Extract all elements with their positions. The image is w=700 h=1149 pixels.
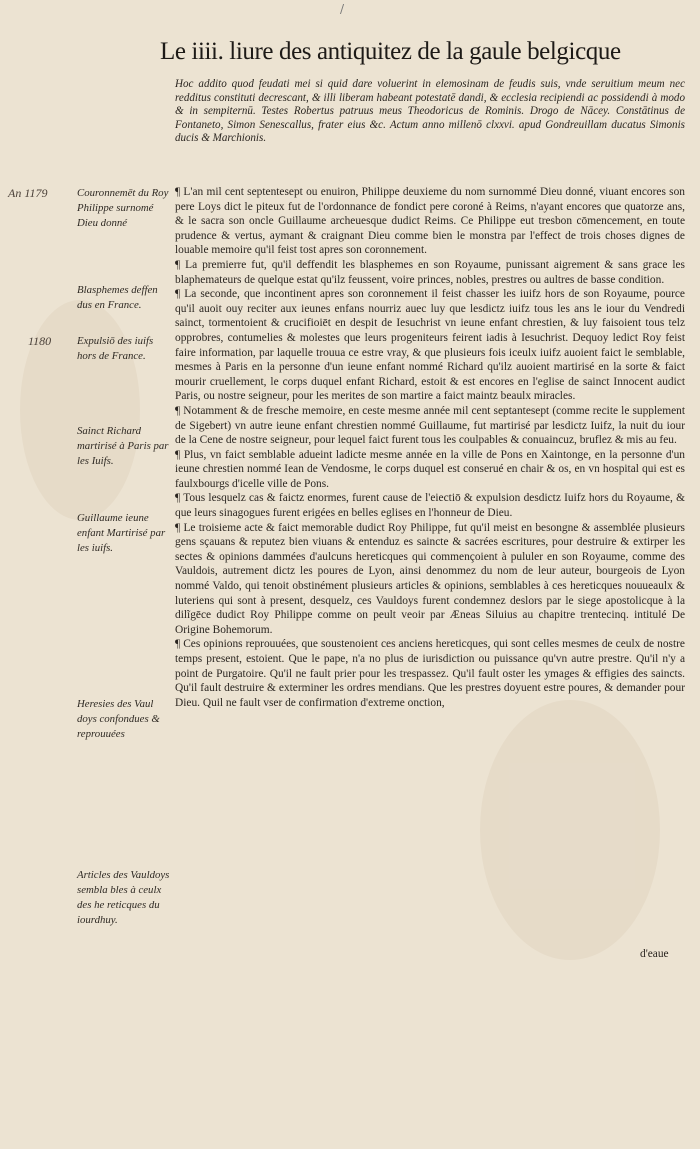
margin-note-heresies: Heresies des Vaul doys confondues & reprouuées: [77, 698, 160, 740]
paragraph-vaudois: ¶ Le troisieme acte & faict memorable dudict Roy Philippe, fut qu'il meist en besongne & assemblée plusieurs gens sçauans & reputez bien viuans & entenduz es saincte & sacrées escritures, pour destruire & extirper les sectes & opinions dammées d'aulcuns hereticques qui commençoient à pululer en son Royaume, comme des Vauldois, autrement dictz les poures de Lyon, ainsi denommez du nom de leur auteur, bourgeois de Lyon nommé Valdo, qui tenoit obstinément plusieurs articles & opinions, semblables à ces hereticques nouueaulx & luteriens qui sont à present, desquelz, ces Vauldoys furent condemnez deslors par le siege apostolicque à la dilĩgēce dudict Roy Philippe comme on peult veoir par Æneas Siluius au chapitre trentecinq. intitulé De Origine Bohemorum.: [175, 521, 685, 636]
latin-charter-text: Hoc addito quod feudati mei si quid dare voluerint in elemosinam de feudis suis, vnde seruitium meum nec redditus constituti decrescant, & illi liberam habeant potestatē dandi, & ecclesia recipiendi ac possidendi à modo & in sempiternū. Testes Robertus patruus meus Theodoricus de Rominis. Drogo de Nācey. Constātinus de Fontaneto, Simon Senescallus, frater eius &c. Actum anno millenō clxxvi. apud Gondreuillam ducatus Simonis ducis & Marchionis.: [175, 78, 685, 145]
catchword: d'eaue: [640, 948, 669, 960]
paragraph-guillaume: ¶ Notamment & de fresche memoire, en ceste mesme année mil cent septantesept (comme recite le supplement de Sigebert) vn autre ieune enfant chrestien nommé Guillaume, fut martirisé par lesdictz Iuifz, la nuit du iour de la Cene de nostre seigneur, pour lequel faict furent tous les coulpables & conuaincuz, bruflez & mis au feu.: [175, 404, 685, 447]
main-text-column: [175, 185, 685, 710]
margin-year-1179: An 1179: [8, 186, 48, 200]
margin-note-expulsion: Expulsiō des iuifs hors de France.: [77, 335, 154, 362]
paragraph-opinions: ¶ Ces opinions reprouuées, que soustenoient ces anciens hereticques, qui sont celles mesmes de ceulx de nostre temps present, estoient. Que le pape, n'a no plus de iurisdiction ou puissance qu'vn autre prestre. Qu'il n'y a point de Purgatoire. Qu'il ne fault prier pour les trespassez. Qu'il fault oster les ymages & effigies des saincts. Qu'il fault destruire & exterminer les ordres mendians. Que les prestres doyuent estre poures, & demander pour Dieu. Quil ne fault vser de confirmation d'extreme onction,: [175, 638, 685, 709]
folio-mark: /: [340, 2, 345, 16]
running-header: Le iiii. liure des antiquitez de la gaule belgicque: [160, 38, 621, 65]
margin-year-1180: 1180: [28, 334, 52, 348]
paper-stain: [480, 700, 660, 960]
paragraph-expulsion: ¶ La seconde, que incontinent apres son coronnement il feist chasser les iuifz hors de son Royaume, pource qu'il auoit ouy reciter aux ieunes enfans nourriz auec luy que lesdictz iuifz tous les ans le iour du Vendredi sainct, tormentoient & crucifioiēt en despit de Iesuchrist vn ieune enfant chrestien, & luy faisoient tous telz opprobres, contumelies & molestes que leurs progeniteurs feirent iadis à Iesuchrist. Dequoy ledict Roy feist faire information, par laquelle trouua ce estre vray, & que plusieurs fois iceulx iuifz auoient faict le semblable, mesmes à Paris en la personne d'un ieune enfant nommé Richard qu'ilz auoient martirisé en la sorte & faict mourir cruellement, le corps duquel enfant Richard, estoit & est encores en l'eglise de sainct Innocent audict Paris, ou nostre seigneur, pour les merites de son martire a faict maintz beaulx miracles.: [175, 288, 685, 403]
paragraph-coronation: ¶ L'an mil cent septentesept ou enuiron, Philippe deuxieme du nom surnommé Dieu donné, viuant encores son pere Loys dict le piteux fut de l'ordonnance de fondict pere coroné à Reims, n'ayant encores que quatorze ans, & le sacra son oncle Guillaume archeuesque dudict Reims. Ce Philippe eut tresbon cōmencement, en toute prudence & vertus, aymant & craignant Dieu comme bien le monstra par l'effect de trois choses dignes de louable memoire qu'il feist tost apres son coronnement.: [175, 186, 685, 257]
paragraph-pons: ¶ Plus, vn faict semblable adueint ladicte mesme année en la ville de Pons en Xaintonge, en la personne d'un ieune chrestien nommé Iean de Vendosme, le corps duquel est conserué en chair & os, en vn hospital qui est es faulxbourgs d'icelle ville de Pons.: [175, 448, 685, 490]
margin-note-guillaume: Guillaume ieune enfant Martirisé par les iuifs.: [77, 512, 166, 554]
margin-note-blasphemes: Blasphemes deffen dus en France.: [77, 284, 158, 311]
margin-note-articles: Articles des Vauldoys sembla bles à ceulx des he reticques du iourdhuy.: [77, 869, 170, 926]
paragraph-blasphemy: ¶ La premierre fut, qu'il deffendit les blasphemes en son Royaume, punissant aigrement & sans grace les blaphemateurs de quelque estat qu'ilz feussent, voire princes, nobles, prestres ou aultres de basse condition.: [175, 258, 685, 286]
paper-stain: [20, 300, 140, 520]
margin-note-richard: Sainct Richard martirisé à Paris par les Iuifs.: [77, 425, 169, 467]
margin-note-couronnement: Couronnemēt du Roy Philippe surnomé Dieu donné: [77, 187, 169, 229]
paragraph-synagogues: ¶ Tous lesquelz cas & faictz enormes, furent cause de l'eiectiō & expulsion desdictz Iuifz hors du Royaume, & que leurs sinagogues furent erigées en belles eglises en l'honneur de Dieu.: [175, 492, 685, 520]
